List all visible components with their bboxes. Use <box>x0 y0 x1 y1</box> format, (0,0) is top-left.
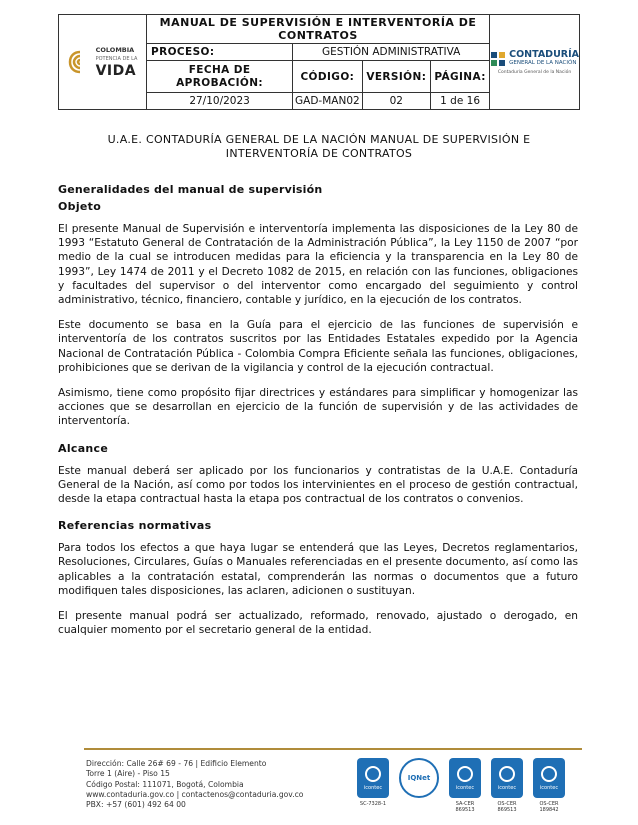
document-header <box>58 14 580 110</box>
contaduria-logo <box>490 50 579 75</box>
version-label: VERSIÓN: <box>362 61 431 93</box>
logo-text-potencia: POTENCIA DE LA <box>95 56 138 62</box>
paragraph-referencias-2: El presente manual podrá ser actualizado, reformado, renovado, ajustado o derogado, en cualquier momento por el secretario general de la entidad. <box>58 610 578 637</box>
paragraph-objeto-2: Este documento se basa en la Guía para el ejercicio de las funciones de supervisión e interventoría de los contratos suscritos por las Entidades Estatales expedido por la Agencia Nacional de Contratación Pública - Colombia Compra Eficiente señala las funciones, obligaciones, prohibiciones que se derivan de la vigilancia y control de la ejecución contractual. <box>58 319 578 374</box>
iqnet-icon: IQNet <box>399 758 439 798</box>
icontec-icon: icontec <box>449 758 481 798</box>
cert-badge: icontec SA-CER 869513 <box>449 758 481 813</box>
footer-tower: Torre 1 (Aire) - Piso 15 <box>86 769 170 779</box>
footer-phone: PBX: +57 (601) 492 64 00 <box>86 800 186 810</box>
heading-referencias: Referencias normativas <box>58 519 212 533</box>
cert-badge: icontec SC-7328-1 <box>357 758 389 813</box>
heading-alcance: Alcance <box>58 441 109 455</box>
codigo-value: GAD-MAN02 <box>293 93 362 110</box>
logo-text-colombia: COLOMBIA <box>95 46 135 54</box>
heading-objeto: Objeto <box>58 200 102 213</box>
fecha-value: 27/10/2023 <box>147 93 293 110</box>
contaduria-sub: GENERAL DE LA NACIÓN <box>509 59 577 66</box>
certification-badges <box>357 758 565 813</box>
pagina-label: PÁGINA: <box>431 61 490 93</box>
colombia-logo <box>59 46 146 78</box>
contaduria-logo-cell <box>490 15 580 110</box>
document-title: U.A.E. CONTADURÍA GENERAL DE LA NACIÓN MANUAL DE SUPERVISIÓN E INTERVENTORÍA DE CONTRATOS <box>107 133 531 160</box>
colombia-vida-icon <box>68 50 92 74</box>
contaduria-emblem-icon <box>490 51 506 67</box>
header-title: MANUAL DE SUPERVISIÓN E INTERVENTORÍA DE CONTRATOS <box>147 15 490 44</box>
colombia-logo-cell <box>59 15 147 110</box>
icontec-icon: icontec <box>533 758 565 798</box>
codigo-label: CÓDIGO: <box>293 61 362 93</box>
footer-contact <box>86 759 303 810</box>
paragraph-objeto-1: El presente Manual de Supervisión e interventoría implementa las disposiciones de la Ley 80 de 1993 “Estatuto General de Contratación de la Administración Pública”, la Ley 1150 de 2007 “por medio de la cual se introducen medidas para la eficiencia y la transparencia en la Ley 80 de 1993”, Ley 1474 de 2011 y el Decreto 1082 de 2015, en relación con las funciones, obligaciones y facultades del supervisor o del interventor como encargado del seguimiento y control administrativo, técnico, financiero, contable y jurídico, en la ejecución de los contratos. <box>58 223 578 307</box>
footer-web-email: www.contaduria.gov.co | contactenos@contaduria.gov.co <box>86 789 304 799</box>
paragraph-referencias-1: Para todos los efectos a que haya lugar se entenderá que las Leyes, Decretos reglamentarios, Resoluciones, Circulares, Guías o Manuales referenciadas en el presente documento, así como las aplicables a la contratación estatal, comprenderán las normas o documentos que a futuro modifiquen tales disposiciones, las aclaren, adicionen o sustituyan. <box>58 542 578 597</box>
proceso-value: GESTIÓN ADMINISTRATIVA <box>293 44 490 61</box>
footer-divider <box>84 748 582 750</box>
footer-postal: Código Postal: 111071, Bogotá, Colombia <box>86 779 244 789</box>
cert-badge <box>399 758 439 813</box>
icontec-icon: icontec <box>491 758 523 798</box>
cert-badge: icontec OS-CER 869513 <box>491 758 523 813</box>
document-body <box>58 181 578 648</box>
heading-generalidades: Generalidades del manual de supervisión <box>58 183 323 196</box>
footer-address: Dirección: Calle 26# 69 - 76 | Edificio Elemento <box>86 759 267 768</box>
pagina-value: 1 de 16 <box>431 93 490 110</box>
cert-badge: icontec OS-CER 189842 <box>533 758 565 813</box>
contaduria-slogan: Contaduría General de la Nación <box>497 69 572 75</box>
contaduria-name: CONTADURÍA <box>509 48 579 60</box>
paragraph-objeto-3: Asimismo, tiene como propósito fijar directrices y estándares para simplificar y homogenizar las acciones que se desarrollan en ejercicio de la función de supervisión y de las actividades de interventoría. <box>58 387 578 428</box>
proceso-label: PROCESO: <box>147 44 293 61</box>
fecha-label: FECHA DE APROBACIÓN: <box>147 61 293 93</box>
icontec-icon: icontec <box>357 758 389 798</box>
logo-text-vida: VIDA <box>95 63 137 79</box>
paragraph-alcance-1: Este manual deberá ser aplicado por los funcionarios y contratistas de la U.A.E. Contaduría General de la Nación, así como por todos los intervinientes en el proceso de gestión contractual, desde la etapa contractual hasta la etapa pos contractual de los contratos o convenios. <box>58 464 578 506</box>
version-value: 02 <box>362 93 431 110</box>
